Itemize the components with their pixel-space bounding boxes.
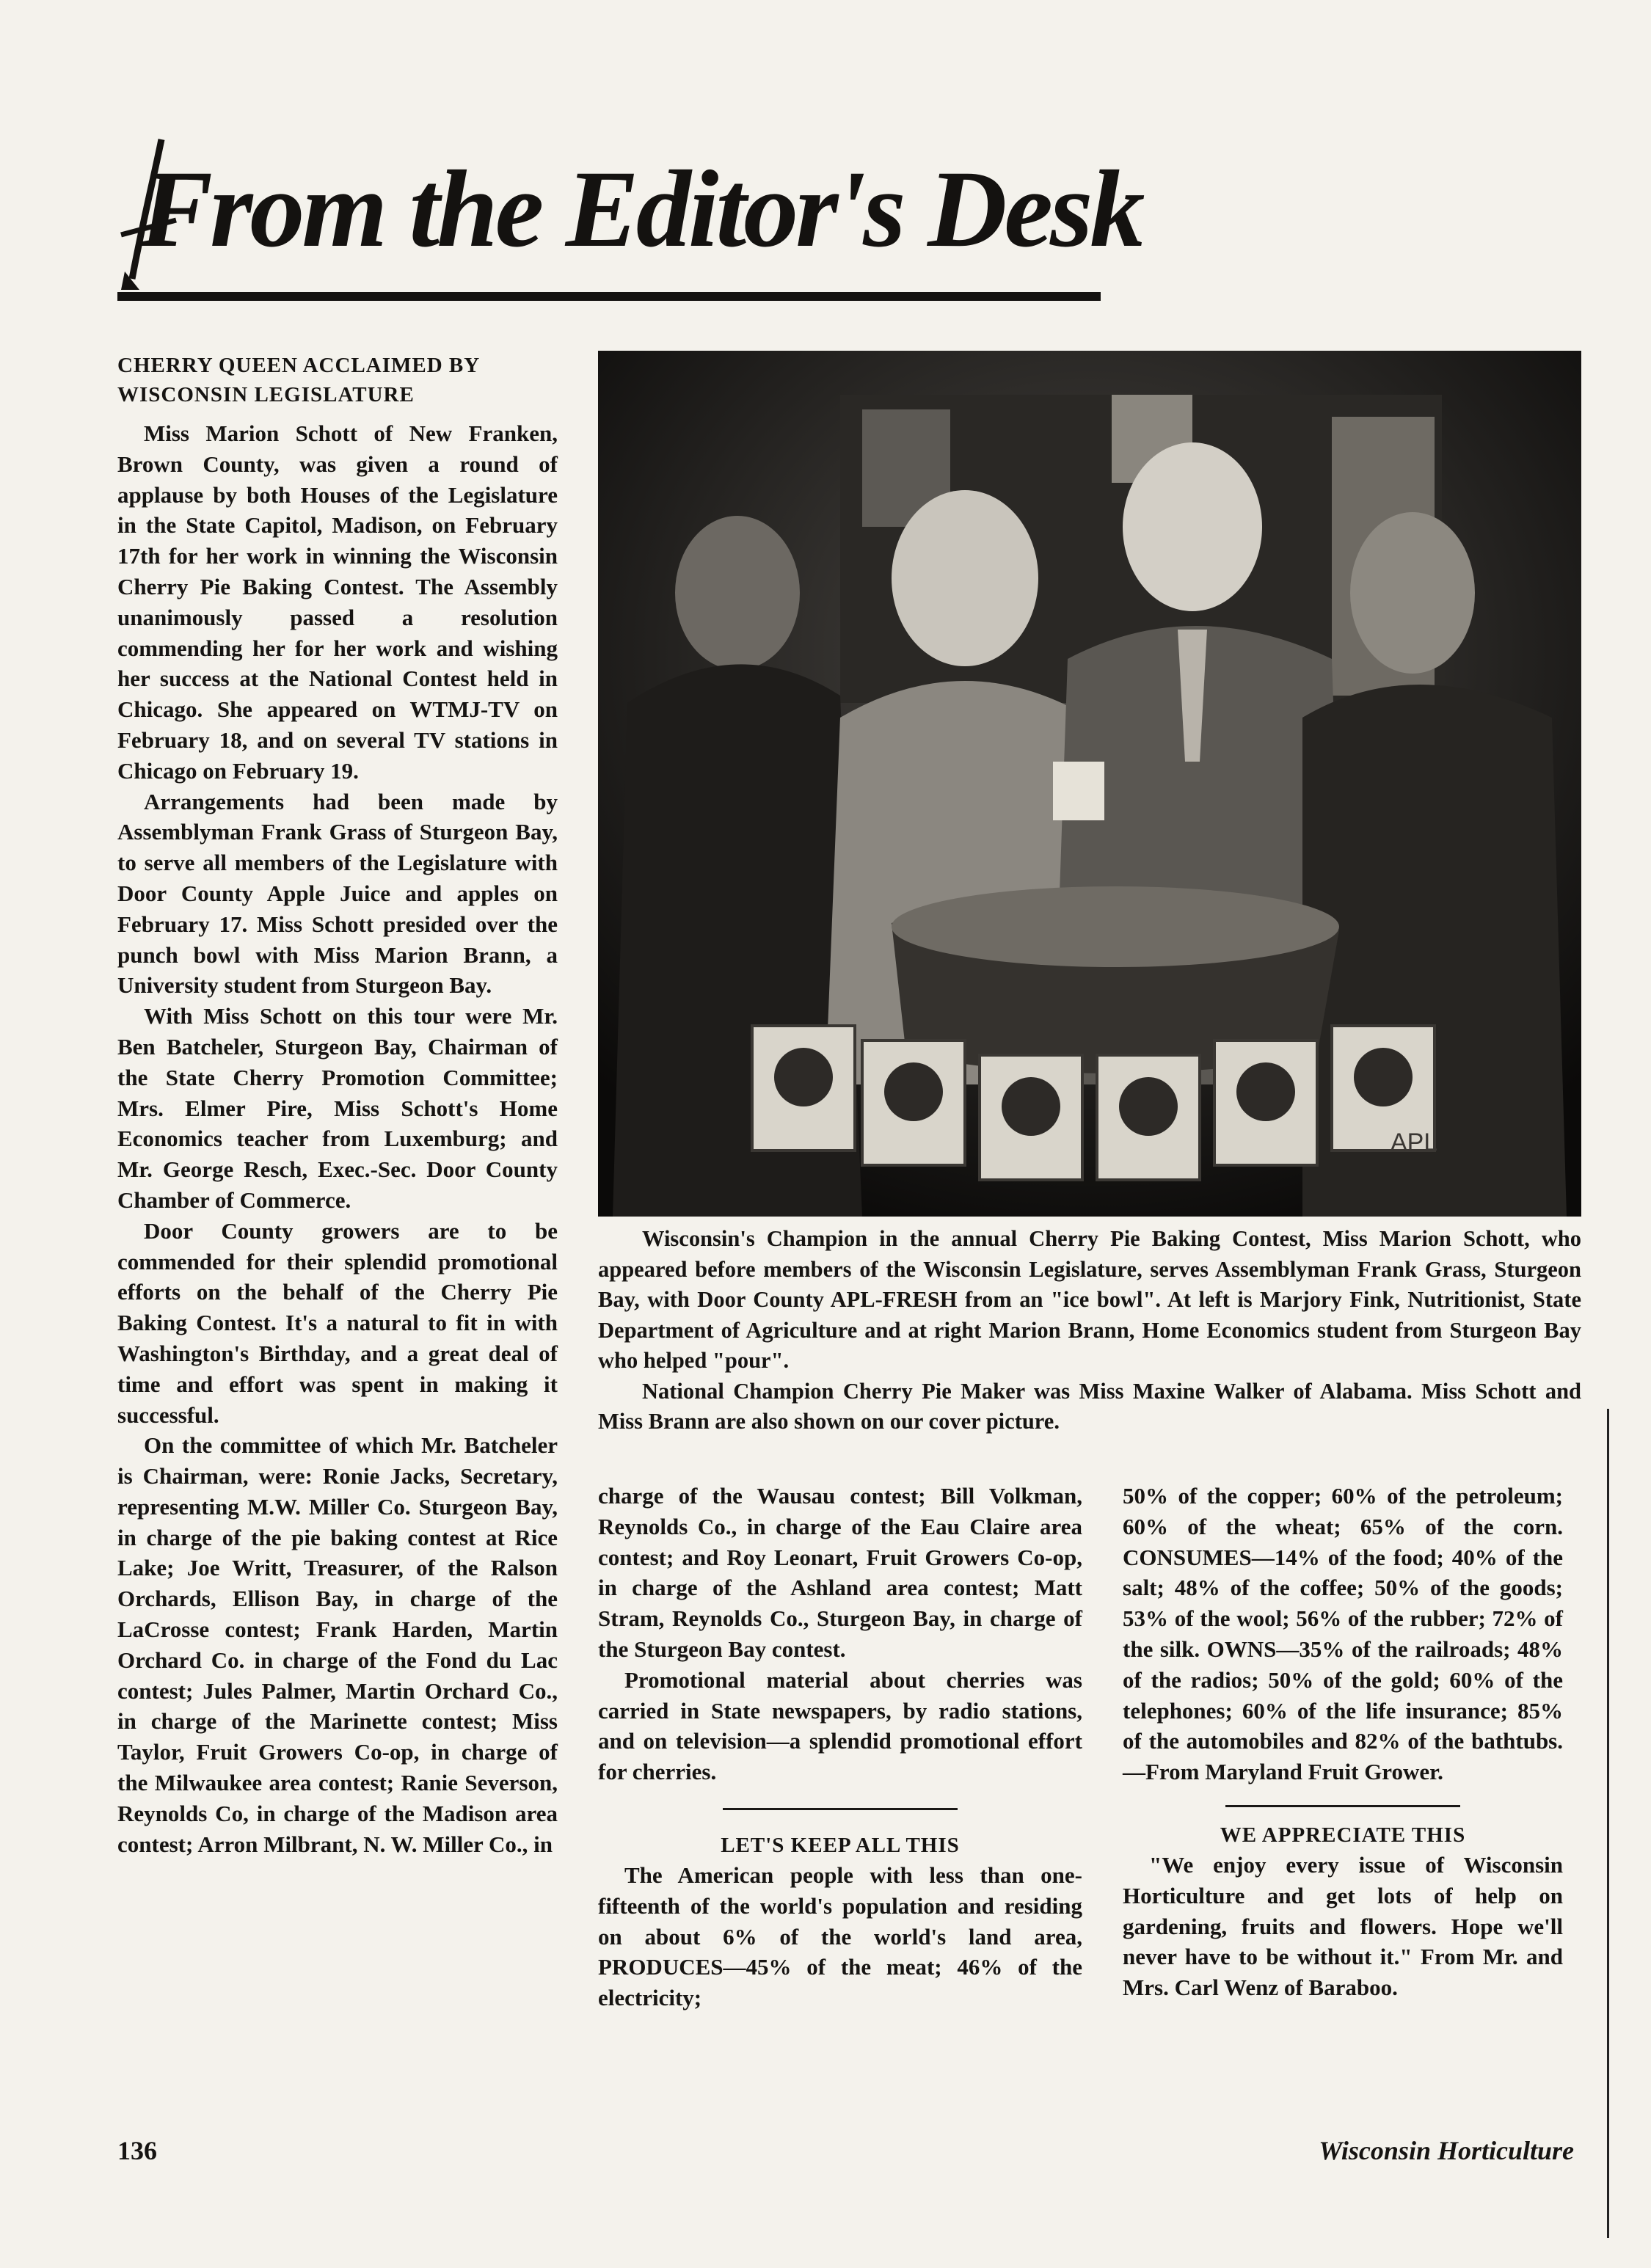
caption-note: National Champion Cherry Pie Maker was Miss Maxine Walker of Alabama. Miss Schott and Miss Brann are also shown on our cover picture.: [598, 1378, 1581, 1434]
article-headline: WE APPRECIATE THIS: [1220, 1823, 1466, 1847]
paragraph: Arrangements had been made by Assemblyman Frank Grass of Sturgeon Bay, to serve all members of the Legislature with Door County Apple Juice and apples on February 17. Miss Schott presided over the punch bowl with Miss Marion Brann, a University student from Sturgeon Bay.: [117, 788, 558, 999]
paragraph: Door County growers are to be commended for their splendid promotional efforts on the behalf of the Cherry Pie Baking Contest. It's a natural to fit in with Washington's Birthday, and a great deal of time and effort was spent in making it successful.: [117, 1217, 558, 1428]
masthead: [117, 132, 1142, 330]
can-label: APL: [1391, 1128, 1438, 1156]
paragraph: 50% of the copper; 60% of the petroleum; 60% of the wheat; 65% of the corn. CONSUMES—14% of the food; 40% of the salt; 48% of the coffee; 50% of the goods; 53% of the wool; 56% of the rubber; 72% of the silk. OWNS—35% of the railroads; 48% of the radios; 50% of the gold; 60% of the telephones; 60% of the life insurance; 85% of the automobiles and 82% of the bathtubs.—From Maryland Fruit Grower.: [1123, 1483, 1563, 1785]
masthead-rule: [117, 292, 1101, 301]
margin-line: [1607, 1409, 1609, 2238]
paragraph: charge of the Wausau contest; Bill Volkman, Reynolds Co., in charge of the Eau Claire area contest; and Roy Leonart, Fruit Growers Co-op, in charge of the Ashland area contest; Matt Stram, Reynolds Co., Sturgeon Bay, in charge of the Sturgeon Bay contest.: [598, 1483, 1082, 1662]
paragraph: With Miss Schott on this tour were Mr. Ben Batcheler, Sturgeon Bay, Chairman of the State Cherry Promotion Committee; Mrs. Elmer Pire, Miss Schott's Home Economics teacher from Luxemburg; and Mr. George Resch, Exec.-Sec. Door County Chamber of Commerce.: [117, 1003, 558, 1213]
paragraph: The American people with less than one-fifteenth of the world's population and residing on about 6% of the world's land area, PRODUCES—45% of the meat; 46% of the electricity;: [598, 1862, 1082, 2011]
photograph: [598, 351, 1581, 1217]
caption-text: Wisconsin's Champion in the annual Cherry Pie Baking Contest, Miss Marion Schott, who appeared before members of the Wisconsin Legislature, serves Assemblyman Frank Grass, Sturgeon Bay, with Door County APL-FRESH from an "ice bowl". At left is Marjory Fink, Nutritionist, State Department of Agriculture and at right Marion Brann, Home Economics student from Sturgeon Bay who helped "pour".: [598, 1226, 1581, 1373]
page-number: 136: [117, 2136, 157, 2165]
photo-illustration: [598, 351, 1581, 1217]
paragraph: "We enjoy every issue of Wisconsin Horticulture and get lots of help on gardening, fruits and flowers. Hope we'll never have to be without it." From Mr. and Mrs. Carl Wenz of Baraboo.: [1123, 1851, 1563, 2001]
magazine-name: Wisconsin Horticulture: [1319, 2136, 1574, 2165]
article-headline: LET'S KEEP ALL THIS: [721, 1833, 960, 1857]
article-cherry-queen: [117, 351, 558, 1859]
photo-caption: [598, 1224, 1581, 1437]
column-right: [1123, 1481, 1563, 2003]
column-middle: [598, 1481, 1082, 2013]
article-headline: CHERRY QUEEN ACCLAIMED BY WISCONSIN LEGISLATURE: [117, 354, 480, 406]
paragraph: On the committee of which Mr. Batcheler is Chairman, were: Ronie Jacks, Secretary, representing M.W. Miller Co. Sturgeon Bay, in charge of the pie baking contest at Rice Lake; Joe Writt, Treasurer, of the Ralson Orchards, Ellison Bay, in charge of the LaCrosse contest; Frank Harden, Martin Orchard Co. in charge of the Fond du Lac contest; Jules Palmer, Martin Orchard Co., in charge of the Marinette contest; Miss Taylor, Fruit Growers Co-op, in charge of the Milwaukee area contest; Ranie Severson, Reynolds Co, in charge of the Madison area contest; Arron Milbrant, N. W. Miller Co., in: [117, 1432, 558, 1857]
paragraph: Promotional material about cherries was carried in State newspapers, by radio stations, and on television—a splendid promotional effort for cherries.: [598, 1666, 1082, 1785]
paragraph: Miss Marion Schott of New Franken, Brown County, was given a round of applause by both Houses of the Legislature in the State Capitol, Madison, on February 17th for her work in winning the Wisconsin Cherry Pie Baking Contest. The Assembly unanimously passed a resolution commending her for her work and wishing her success at the National Contest held in Chicago. She appeared on WTMJ-TV on February 18, and on several TV stations in Chicago on February 19.: [117, 420, 558, 784]
masthead-title: From the Editor's Desk: [139, 148, 1142, 270]
